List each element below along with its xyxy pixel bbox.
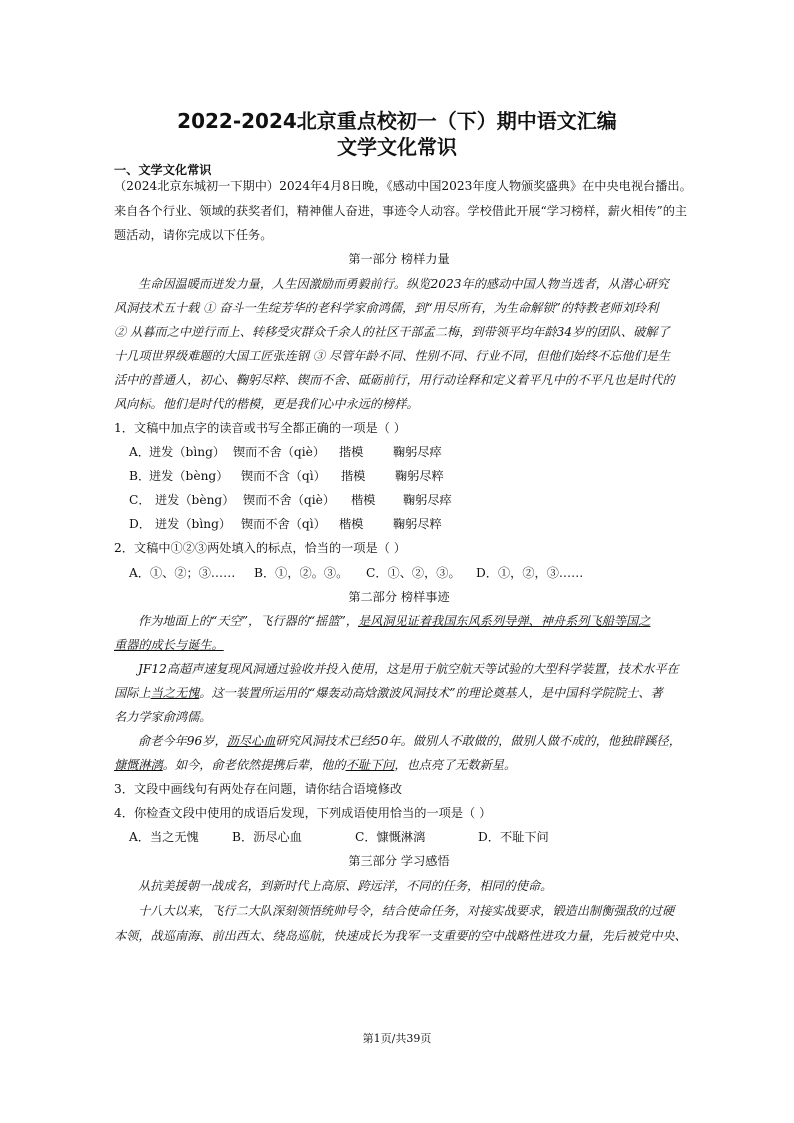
question-3-stem: 3．文段中画线句有两处存在问题，请你结合语境修改 xyxy=(114,782,403,796)
part2-heading: 第二部分 榜样事迹 xyxy=(348,590,450,604)
q1-option-letter: B． xyxy=(129,469,151,483)
q1-option-d[interactable] xyxy=(129,516,442,532)
q2-option-b[interactable]: B．①，②。③。 xyxy=(254,566,349,580)
intro-line-1: （2024北京东城初一下期中）2024年4月8日晚，《感动中国2023年度人物颁奖盛典》在中央电视台播出。 xyxy=(114,179,692,193)
part1-line-4: 十几项世界级难题的大国工匠张连钢 ③ 尽管年龄不同、性别不同、行业不同，但他们始终不忘他们是生 xyxy=(114,349,671,363)
q2-option-c[interactable]: C．①、②，③。 xyxy=(366,566,461,580)
q2-option-a[interactable]: A．①、②；③…… xyxy=(129,566,236,580)
part1-line-1: 生命因温暖而迸发力量，人生因激励而勇毅前行。纵览2023年的感动中国人物当选者，从潜心研究 xyxy=(138,277,669,291)
part2-text: 研究风洞技术已经50年。做别人不敢做的，做别人做不成的，他独辟蹊径， xyxy=(275,734,681,748)
part3-line-3: 本领，战巡南海、前出西太、绕岛巡航，快速成长为我军一支重要的空中战略性进攻力量，先后被党中央、 xyxy=(114,929,687,943)
part1-heading: 第一部分 榜样力量 xyxy=(348,252,450,266)
part3-line-2: 十八大以来，飞行二大队深刻领悟统帅号令，结合使命任务，对接实战要求，锻造出制衡强敌的过硬 xyxy=(138,904,675,918)
idiom-underlined: 不耻下问 xyxy=(345,758,395,772)
part2-para1-line1 xyxy=(114,613,684,629)
q1-option-letter: C． xyxy=(129,493,151,507)
part2-text: ，也点亮了无数新星。 xyxy=(394,758,517,772)
part2-text: 。这一装置所运用的“爆轰动高焓激波风洞技术”的理论奠基人，是中国科学院院士、著 xyxy=(199,686,663,700)
q4-option-c[interactable]: C．慷慨淋漓 xyxy=(355,830,426,844)
part2-para3-line1 xyxy=(114,733,684,749)
q1-option-c-item-3: 楷模 xyxy=(351,493,376,507)
part1-line-5: 活中的普通人，初心、鞠躬尽粹、锲而不舍、砥砺前行，用行动诠释和定义着平凡中的不平凡也是时代的 xyxy=(114,373,675,387)
part2-para1-line2 xyxy=(114,637,684,653)
idiom-underlined: 沥尽心血 xyxy=(226,734,276,748)
page-footer: 第1页/共39页 xyxy=(362,1032,432,1045)
q1-option-c-item-4: 鞠躬尽瘁 xyxy=(403,493,452,507)
document-title: 2022-2024北京重点校初一（下）期中语文汇编 xyxy=(177,109,617,133)
part1-line-6: 风向标。他们是时代的楷模，更是我们心中永远的榜样。 xyxy=(114,397,419,411)
q1-option-a-item-2: 锲而不舍（qiè） xyxy=(233,445,326,459)
q1-option-letter: A． xyxy=(129,445,150,459)
q1-option-b-item-4: 鞠躬尽粹 xyxy=(395,469,444,483)
section-heading: 一、文学文化常识 xyxy=(114,163,212,177)
q4-option-d[interactable]: D．不耻下问 xyxy=(478,830,549,844)
part2-para3-line2 xyxy=(114,757,684,773)
part2-para2-line1: JF12高超声速复现风洞通过验收并投入使用，这是用于航空航天等试验的大型科学装置，技术水平在 xyxy=(138,662,679,676)
q1-option-b-item-1: 迸发（bèng） xyxy=(149,469,229,483)
question-1-stem: 1．文稿中加点字的读音或书写全都正确的一项是（ ） xyxy=(114,421,406,435)
part3-line-1: 从抗美援朝一战成名，到新时代上高原、跨远洋，不同的任务，相同的使命。 xyxy=(138,879,553,893)
part2-text: 。如今，俞老依然提携后辈，他的 xyxy=(162,758,346,772)
underlined-sentence: 是风洞见证着我国东风系列导弹、神舟系列飞船等国之 xyxy=(357,614,651,628)
idiom-underlined: 慷慨淋漓 xyxy=(114,758,163,772)
q2-option-d[interactable]: D．①，②，③…… xyxy=(476,566,584,580)
document-subtitle: 文学文化常识 xyxy=(337,135,457,159)
q1-option-b-item-3: 揩模 xyxy=(341,469,366,483)
question-4-stem: 4．你检查文段中使用的成语后发现，下列成语使用恰当的一项是（ ） xyxy=(114,806,492,820)
part2-para2-line3: 名力学家俞鸿儒。 xyxy=(114,710,212,724)
q1-option-d-item-2: 锲而不舍（qì） xyxy=(241,517,326,531)
question-2-stem: 2．文稿中①②③两处填入的标点，恰当的一项是（ ） xyxy=(114,541,406,555)
q1-option-c-item-2: 锲而不舍（qiè） xyxy=(243,493,336,507)
q1-option-d-item-3: 楷模 xyxy=(339,517,364,531)
intro-line-3: 题活动，请你完成以下任务。 xyxy=(114,228,273,242)
q1-option-a-item-4: 鞠躬尽瘁 xyxy=(393,445,442,459)
part2-text: 俞老今年96岁， xyxy=(138,734,227,748)
part1-line-3: ② 从暮而之中逆行而上、转移受灾群众千余人的社区干部孟二梅，到带领平均年龄34岁的团队、破解了 xyxy=(114,325,670,339)
q1-option-b-item-2: 锲而不含（qì） xyxy=(241,469,326,483)
underlined-sentence: 重器的成长与诞生。 xyxy=(114,638,224,652)
q1-option-a[interactable] xyxy=(129,444,442,460)
q1-option-d-item-1: 迸发（bìng） xyxy=(155,517,232,531)
intro-line-2: 来自各个行业、领域的获奖者们，精神催人奋进，事迹令人动容。学校借此开展“学习榜样，薪火相传”的主 xyxy=(114,204,688,218)
q1-option-b[interactable] xyxy=(129,468,444,484)
q1-option-c-item-1: 迸发（bèng） xyxy=(155,493,235,507)
q4-option-b[interactable]: B．沥尽心血 xyxy=(232,830,302,844)
q4-option-a[interactable]: A．当之无愧 xyxy=(129,830,199,844)
q1-option-a-item-1: 迸发（bìng） xyxy=(149,445,226,459)
part2-para2-line2 xyxy=(114,685,684,701)
q1-option-a-item-3: 揩模 xyxy=(339,445,364,459)
part2-text: 作为地面上的“天空”，飞行器的“摇篮”， xyxy=(138,614,358,628)
q1-option-d-item-4: 鞠躬尽粹 xyxy=(393,517,442,531)
part2-text: 国际上 xyxy=(114,686,151,700)
part1-line-2: 风洞技术五十载 ① 奋斗一生绽芳华的老科学家俞鸿儒，到“用尽所有，为生命解锁”的特教老师刘玲利 xyxy=(114,301,659,315)
part3-heading: 第三部分 学习感悟 xyxy=(348,854,450,868)
q1-option-c[interactable] xyxy=(129,492,452,508)
idiom-underlined: 当之无愧 xyxy=(150,686,200,700)
q1-option-letter: D． xyxy=(129,517,151,531)
